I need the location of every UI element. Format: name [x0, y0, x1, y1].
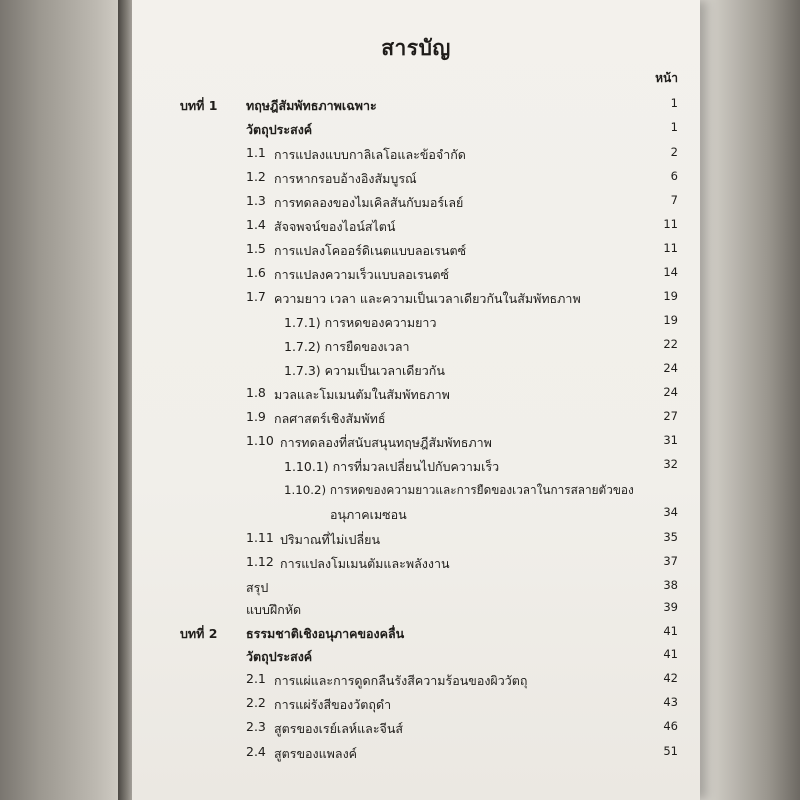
entry-page: 7 — [670, 193, 678, 207]
toc-entry — [132, 671, 700, 693]
entry-page: 14 — [663, 265, 678, 279]
entry-number: 1.8 — [246, 385, 266, 400]
entry-page: 24 — [663, 361, 678, 375]
toc-entry — [132, 169, 700, 191]
toc-entry — [132, 120, 700, 142]
entry-title: 1.7.3) ความเป็นเวลาเดียวกัน — [284, 363, 445, 378]
entry-number: 2.2 — [246, 695, 266, 710]
entry-title: สรุป — [246, 580, 269, 595]
toc-entry — [132, 193, 700, 215]
entry-number: 1.10 — [246, 433, 274, 448]
entry-title: ความยาว เวลา และความเป็นเวลาเดียวกันในสัมพัทธภาพ — [274, 291, 581, 306]
toc-entry — [132, 361, 700, 383]
toc-entry — [132, 96, 700, 118]
entry-number: 2.4 — [246, 744, 266, 759]
toc-entry — [132, 695, 700, 717]
entry-number: 1.1 — [246, 145, 266, 160]
entry-title: การแปลงความเร็วแบบลอเรนตซ์ — [274, 267, 449, 282]
entry-title: 1.10.1) การที่มวลเปลี่ยนไปกับความเร็ว — [284, 459, 500, 474]
entry-number: 1.11 — [246, 530, 274, 545]
toc-entry — [132, 505, 700, 527]
entry-page: 37 — [663, 554, 678, 568]
entry-title: ทฤษฎีสัมพัทธภาพเฉพาะ — [246, 98, 377, 113]
entry-title: วัตถุประสงค์ — [246, 649, 313, 664]
toc-entry — [132, 554, 700, 576]
toc-entry — [132, 578, 700, 600]
entry-title: การแปลงโคออร์ดิเนตแบบลอเรนตซ์ — [274, 243, 467, 258]
entry-page: 19 — [663, 313, 678, 327]
entry-page: 34 — [663, 505, 678, 519]
entry-number: 1.3 — [246, 193, 266, 208]
page-column-label: หน้า — [655, 71, 678, 85]
entry-title: สูตรของแพลงค์ — [274, 746, 358, 761]
entry-number: 1.2 — [246, 169, 266, 184]
entry-page: 41 — [663, 624, 678, 638]
entry-page: 1 — [670, 120, 678, 134]
entry-page: 22 — [663, 337, 678, 351]
entry-title: มวลและโมเมนตัมในสัมพัทธภาพ — [274, 387, 450, 402]
entry-page: 38 — [663, 578, 678, 592]
toc-entry — [132, 241, 700, 263]
entry-page: 24 — [663, 385, 678, 399]
entry-page: 6 — [670, 169, 678, 183]
toc-entry — [132, 217, 700, 239]
toc-entry — [132, 719, 700, 741]
chapter-label: บทที่ 2 — [180, 626, 218, 641]
book-spine — [118, 0, 132, 800]
entry-number: 1.12 — [246, 554, 274, 569]
entry-page: 2 — [670, 145, 678, 159]
entry-page: 42 — [663, 671, 678, 685]
book-page — [132, 0, 700, 800]
entry-title: การแผ่รังสีของวัตถุดำ — [274, 697, 392, 712]
entry-page: 11 — [663, 217, 678, 231]
entry-number: 1.7 — [246, 289, 266, 304]
toc-entry — [132, 385, 700, 407]
entry-number: 1.5 — [246, 241, 266, 256]
entry-title: การทดลองของไมเคิลสันกับมอร์เลย์ — [274, 195, 464, 210]
entry-title: การแผ่และการดูดกลืนรังสีความร้อนของผิววัตถุ — [274, 673, 528, 688]
entry-page: 32 — [663, 457, 678, 471]
entry-page: 27 — [663, 409, 678, 423]
toc-entry — [132, 409, 700, 431]
toc-entry — [132, 481, 700, 503]
chapter-label: บทที่ 1 — [180, 98, 218, 113]
entry-title: อนุภาคเมซอน — [330, 507, 407, 522]
entry-title: ธรรมชาติเชิงอนุภาคของคลื่น — [246, 626, 405, 641]
entry-number: 1.4 — [246, 217, 266, 232]
entry-title: 1.10.2) การหดของความยาวและการยืดของเวลาในการสลายตัวของ — [284, 483, 634, 497]
entry-title: สูตรของเรย์เลห์และจีนส์ — [274, 721, 404, 736]
entry-page: 31 — [663, 433, 678, 447]
entry-number: 1.6 — [246, 265, 266, 280]
entry-title: ปริมาณที่ไม่เปลี่ยน — [280, 532, 381, 547]
entry-page: 35 — [663, 530, 678, 544]
toc-entry — [132, 433, 700, 455]
toc-entry — [132, 624, 700, 646]
entry-page: 11 — [663, 241, 678, 255]
entry-page: 1 — [670, 96, 678, 110]
entry-title: การแปลงโมเมนตัมและพลังงาน — [280, 556, 450, 571]
toc-entry — [132, 647, 700, 669]
entry-page: 39 — [663, 600, 678, 614]
toc-entry — [132, 289, 700, 311]
toc-entry — [132, 337, 700, 359]
entry-title: แบบฝึกหัด — [246, 602, 302, 617]
entry-title: 1.7.1) การหดของความยาว — [284, 315, 437, 330]
entry-number: 2.1 — [246, 671, 266, 686]
entry-page: 46 — [663, 719, 678, 733]
entry-number: 2.3 — [246, 719, 266, 734]
entry-title: สัจจพจน์ของไอน์สไตน์ — [274, 219, 396, 234]
entry-title: การทดลองที่สนับสนุนทฤษฎีสัมพัทธภาพ — [280, 435, 492, 450]
toc-entry — [132, 457, 700, 479]
toc-entry — [132, 145, 700, 167]
toc-entry — [132, 530, 700, 552]
toc-entry — [132, 744, 700, 766]
entry-title: 1.7.2) การยืดของเวลา — [284, 339, 410, 354]
entry-page: 19 — [663, 289, 678, 303]
toc-entry — [132, 313, 700, 335]
entry-number: 1.9 — [246, 409, 266, 424]
entry-title: การแปลงแบบกาลิเลโอและข้อจำกัด — [274, 147, 466, 162]
entry-title: กลศาสตร์เชิงสัมพัทธ์ — [274, 411, 386, 426]
entry-title: การหากรอบอ้างอิงสัมบูรณ์ — [274, 171, 417, 186]
entry-page: 51 — [663, 744, 678, 758]
page-title: สารบัญ — [381, 36, 451, 60]
toc-entry — [132, 265, 700, 287]
entry-title: วัตถุประสงค์ — [246, 122, 313, 137]
entry-page: 43 — [663, 695, 678, 709]
toc-entry — [132, 600, 700, 622]
entry-page: 41 — [663, 647, 678, 661]
